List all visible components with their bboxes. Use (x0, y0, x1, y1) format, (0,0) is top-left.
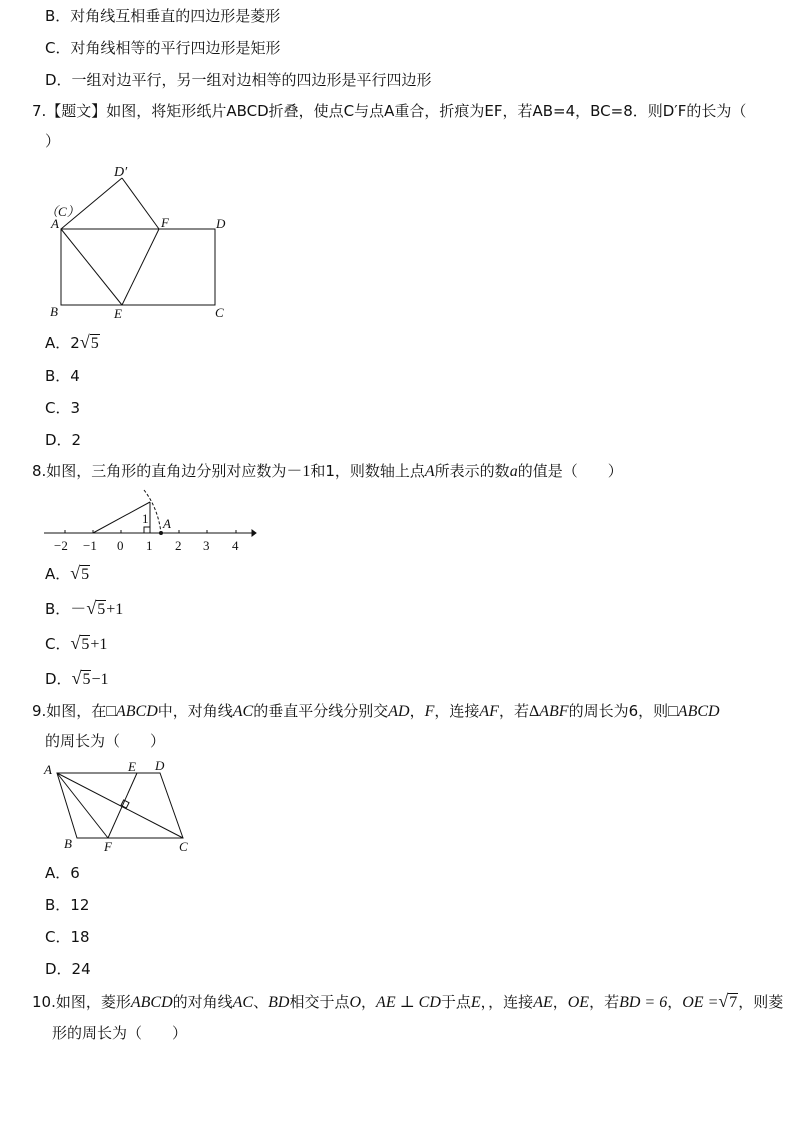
label-c: C (215, 305, 224, 320)
q9-option-c: C．18 (45, 928, 90, 946)
q9-option-a: A．6 (45, 864, 80, 882)
segment-d-prime-f (122, 178, 159, 229)
label-b: B (64, 836, 72, 851)
q7-option-c: C．3 (45, 399, 81, 417)
tick-neg1: −1 (83, 538, 97, 553)
q8-option-c: C．√5+1 (45, 633, 108, 653)
q6-option-b: B．对角线互相垂直的四边形是菱形 (45, 7, 281, 25)
label-b: B (50, 304, 58, 319)
q9-figure (40, 758, 200, 856)
q7-option-b: B．4 (45, 367, 80, 385)
label-c: C (179, 839, 188, 854)
tick-2: 2 (175, 538, 182, 553)
right-angle-mark (144, 527, 150, 533)
segment-ef (122, 229, 159, 305)
diagonal-ac (57, 773, 183, 838)
q9-stem: 9.如图，在□ABCD中，对角线AC的垂直平分线分别交AD，F，连接AF，若ΔABF的周长为6，则□ABCD (32, 702, 720, 720)
q9-option-d: D．24 (45, 960, 91, 978)
point-a (159, 531, 163, 535)
tick-1: 1 (146, 538, 153, 553)
leg-label-1: 1 (142, 511, 149, 526)
tick-4: 4 (232, 538, 239, 553)
q10-stem-cont: 形的周长为（ ） (52, 1024, 188, 1042)
label-a: A (44, 762, 52, 777)
q7-stem: 7.【题文】如图，将矩形纸片ABCD折叠，使点C与点A重合，折痕为EF，若AB=4，BC=8．则D′F的长为（ (32, 102, 747, 120)
option-a-prefix: A．2 (45, 334, 80, 352)
sqrt-5: √5 (79, 332, 99, 352)
q8-option-b: B．－√5+1 (45, 598, 124, 618)
q7-stem-cont: ） (45, 132, 61, 150)
segment-ae (61, 229, 122, 305)
label-e: E (114, 306, 122, 321)
q9-stem-cont: 的周长为（ ） (45, 732, 166, 750)
q8-stem: 8.如图，三角形的直角边分别对应数为－1和1，则数轴上点A所表示的数a的值是（ ） (32, 462, 623, 480)
segment-af (57, 773, 108, 838)
label-e: E (128, 759, 136, 774)
tick-3: 3 (203, 538, 210, 553)
q6-option-d: D．一组对边平行，另一组对边相等的四边形是平行四边形 (45, 71, 432, 89)
label-c-paren: （C） (45, 204, 80, 219)
q7-option-d: D．2 (45, 431, 82, 449)
rectangle-abcd (61, 229, 215, 305)
label-d: D (216, 216, 226, 231)
q8-number-line-figure (40, 488, 260, 556)
q7-figure (40, 160, 240, 325)
q7-option-a (45, 332, 100, 354)
label-a: A (163, 516, 171, 531)
q9-option-b: B．12 (45, 896, 90, 914)
q8-option-a: A．√5 (45, 563, 90, 583)
label-f: F (161, 215, 169, 230)
q6-option-c: C．对角线相等的平行四边形是矩形 (45, 39, 281, 57)
q8-option-d: D．√5−1 (45, 668, 109, 688)
tick-0: 0 (117, 538, 124, 553)
q10-stem: 10.如图，菱形ABCD的对角线AC、BD相交于点O，AE ⊥ CD于点E，，连接AE，OE，若BD = 6，OE =√7，则菱 (32, 991, 784, 1011)
label-a: A (51, 216, 59, 231)
arrow-head (252, 530, 256, 536)
tick-neg2: −2 (54, 538, 68, 553)
label-d: D (155, 758, 165, 773)
segment-ef (108, 773, 137, 838)
label-f: F (104, 839, 112, 854)
label-d-prime: D′ (114, 165, 128, 180)
